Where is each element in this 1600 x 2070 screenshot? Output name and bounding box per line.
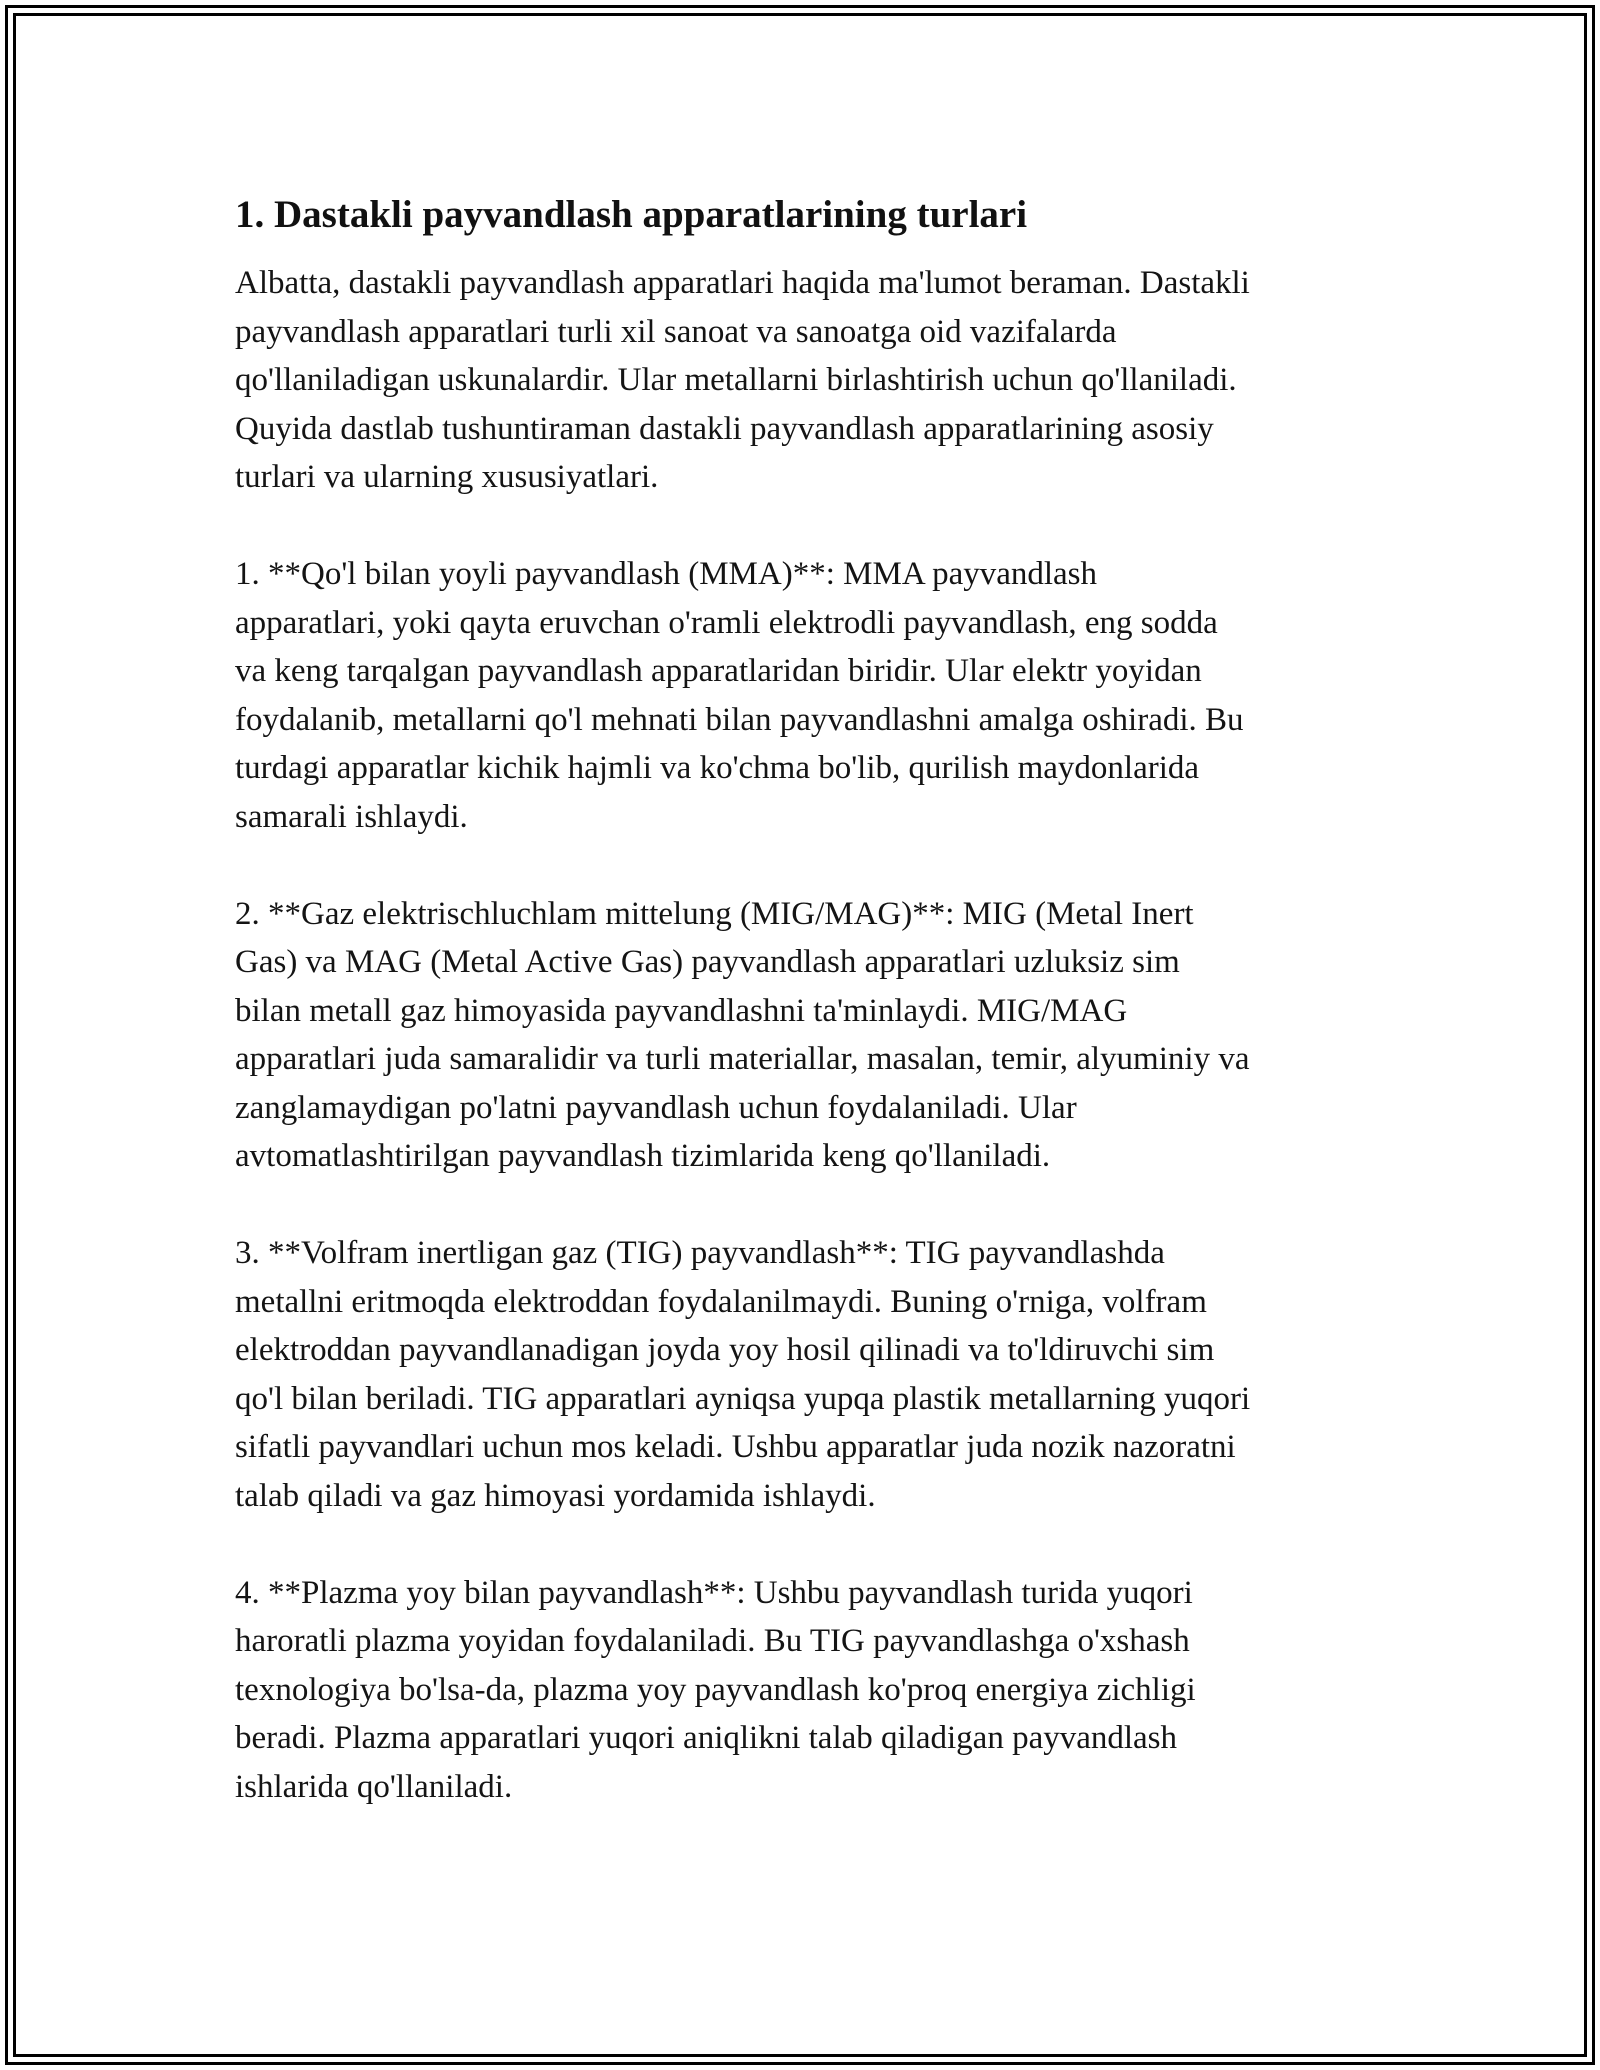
paragraph-plazma: 4. **Plazma yoy bilan payvandlash**: Ushbu payvandlash turida yuqori haroratli plazma yoyidan foydalaniladi. Bu TIG payvandlashga o'xshash texnologiya bo'lsa-da, plazma yoy payvandlash ko'proq energiya zichligi beradi. Plazma apparatlari yuqori aniqlikni talab qiladigan payvandlash ishlarida qo'llaniladi. (235, 1574, 1196, 1805)
document-body (235, 185, 1375, 1811)
section-heading: 1. Dastakli payvandlash apparatlarining turlari (235, 193, 1028, 236)
intro-paragraph: Albatta, dastakli payvandlash apparatlari haqida ma'lumot beraman. Dastakli payvandlash apparatlari turli xil sanoat va sanoatga oid vazifalarda qo'llaniladigan uskunalardir. Ular metallarni birlashtirish uchun qo'llaniladi. Quyida dastlab tushuntiraman dastakli payvandlash apparatlarining asosiy turlari va ularning xususiyatlari. (235, 265, 1250, 495)
paragraph-mig-mag: 2. **Gaz elektrischluchlam mittelung (MIG/MAG)**: MIG (Metal Inert Gas) va MAG (Metal Active Gas) payvandlash apparatlari uzluksiz sim bilan metall gaz himoyasida payvandlashni ta'minlaydi. MIG/MAG apparatlari juda samaralidir va turli materiallar, masalan, temir, alyuminiy va zanglamaydigan po'latni payvandlash uchun foydalaniladi. Ular avtomatlashtirilgan payvandlash tizimlarida keng qo'llaniladi. (235, 895, 1250, 1174)
paragraph-tig: 3. **Volfram inertligan gaz (TIG) payvandlash**: TIG payvandlashda metallni eritmoqda elektroddan foydalanilmaydi. Buning o'rniga, volfram elektroddan payvandlanadigan joyda yoy hosil qilinadi va to'ldiruvchi sim qo'l bilan beriladi. TIG apparatlari ayniqsa yupqa plastik metallarning yuqori sifatli payvandlari uchun mos keladi. Ushbu apparatlar juda nozik nazoratni talab qiladi va gaz himoyasi yordamida ishlaydi. (235, 1235, 1251, 1514)
paragraph-mma: 1. **Qo'l bilan yoyli payvandlash (MMA)**: MMA payvandlash apparatlari, yoki qayta eruvchan o'ramli elektrodli payvandlash, eng sodda va keng tarqalgan payvandlash apparatlaridan biridir. Ular elektr yoyidan foydalanib, metallarni qo'l mehnati bilan payvandlashni amalga oshiradi. Bu turdagi apparatlar kichik hajmli va ko'chma bo'lib, qurilish maydonlarida samarali ishlaydi. (235, 556, 1244, 835)
